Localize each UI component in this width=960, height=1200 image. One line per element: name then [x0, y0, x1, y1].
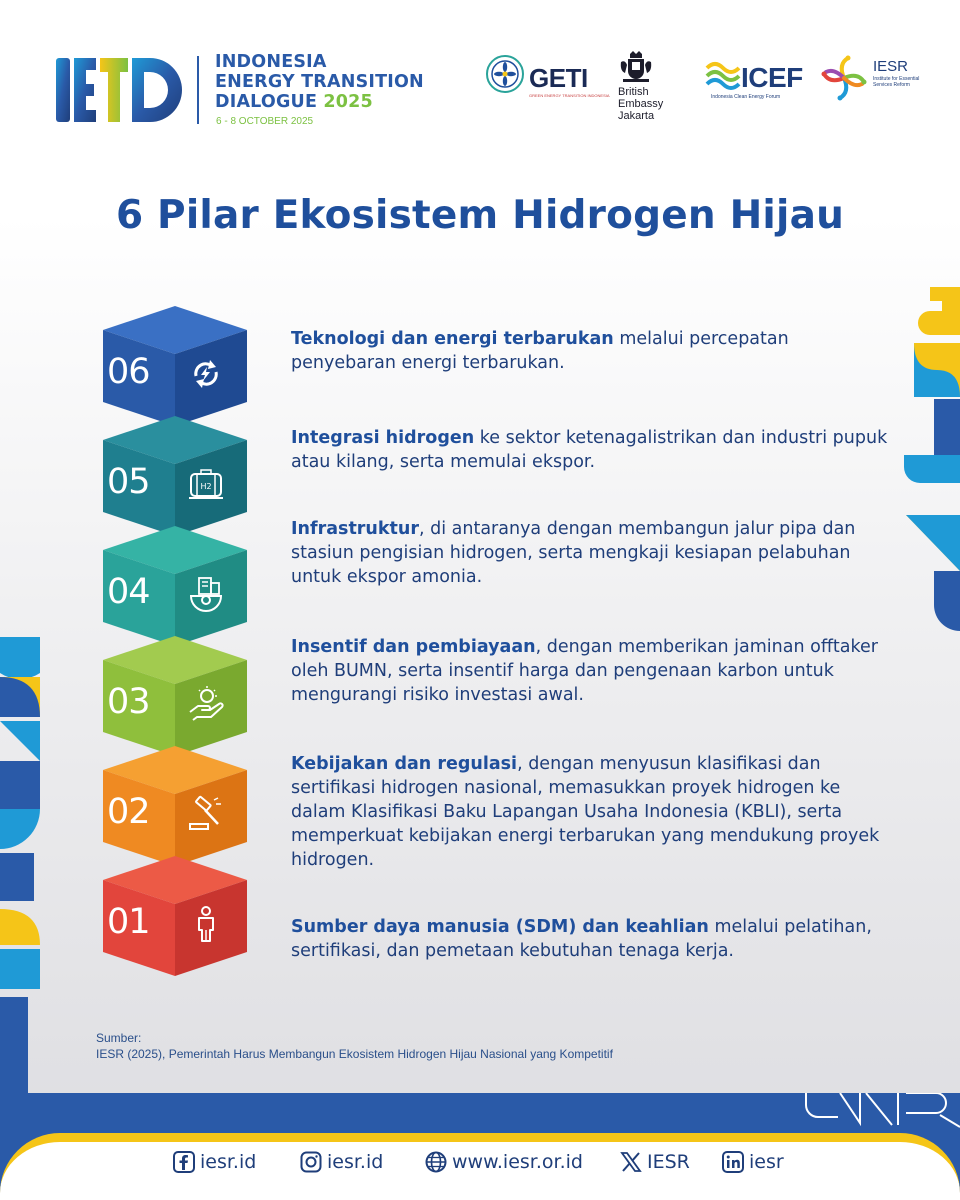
ietd-logo — [56, 56, 188, 124]
event-line-2: ENERGY TRANSITION — [215, 72, 424, 92]
industry-gear-icon — [186, 574, 226, 614]
pillar-lead: Kebijakan dan regulasi — [291, 754, 518, 774]
x-icon — [620, 1151, 642, 1173]
embassy-line-2: Jakarta — [618, 110, 655, 122]
royal-crest-icon — [617, 50, 655, 84]
cube-number: 05 — [107, 462, 150, 502]
gavel-icon — [186, 794, 226, 834]
iesr-logo — [818, 50, 923, 110]
logo-divider — [197, 56, 199, 124]
person-icon — [186, 904, 226, 944]
pillar-lead: Infrastruktur — [291, 519, 419, 539]
pillar-lead: Integrasi hidrogen — [291, 428, 475, 448]
social-facebook[interactable] — [173, 1150, 256, 1174]
pillar-text-05 — [291, 426, 891, 474]
pillar-text-06 — [291, 327, 891, 375]
social-linkedin[interactable] — [722, 1150, 784, 1174]
pillar-text-03 — [291, 635, 891, 707]
icef-text: ICEF — [741, 62, 803, 93]
social-website[interactable] — [425, 1150, 583, 1174]
hand-coin-icon — [186, 684, 226, 724]
pillar-description: melalui pelatihan, sertifikasi, dan pemetaan kebutuhan tenaga kerja. — [291, 917, 872, 961]
renewable-cycle-icon — [186, 354, 226, 394]
cube-number: 04 — [107, 572, 150, 612]
british-embassy-logo — [615, 50, 695, 122]
icef-subtext: Indonesia Clean Energy Forum — [711, 94, 781, 100]
event-line-3 — [215, 92, 435, 112]
source-label: Sumber: — [96, 1031, 142, 1045]
globe-icon — [425, 1151, 447, 1173]
source-citation: IESR (2025), Pemerintah Harus Membangun Ekosistem Hidrogen Hijau Nasional yang Kompetitif — [96, 1047, 613, 1061]
pillar-description: , dengan menyusun klasifikasi dan sertifikasi hidrogen nasional, memasukkan proyek hidrogen ke dalam Klasifikasi Baku Lapangan Usaha Indonesia (KBLI), serta memperkuat kebijakan energi terbarukan yang mendukung proyek hidrogen. — [291, 754, 880, 870]
linkedin-handle: iesr — [749, 1151, 784, 1173]
geti-text: GETI — [529, 63, 588, 93]
icef-logo — [705, 50, 810, 110]
embassy-text — [618, 86, 695, 122]
geti-subtext: GREEN ENERGY TRANSITION INDONESIA — [529, 93, 610, 98]
pillar-lead: Teknologi dan energi terbarukan — [291, 329, 614, 349]
pillar-cube-stack — [95, 300, 255, 1000]
right-decoration — [904, 287, 960, 632]
event-line-1: INDONESIA — [215, 52, 327, 72]
page-title: 6 Pilar Ekosistem Hidrogen Hijau — [115, 193, 845, 238]
social-x[interactable] — [620, 1150, 690, 1174]
cube-number: 01 — [107, 902, 150, 942]
instagram-handle: iesr.id — [327, 1151, 384, 1173]
pillar-text-04 — [291, 517, 891, 589]
cube-number: 03 — [107, 682, 150, 722]
header — [0, 0, 960, 150]
cube-number: 02 — [107, 792, 150, 832]
icef-waves-icon — [705, 60, 741, 92]
social-instagram[interactable] — [300, 1150, 383, 1174]
iesr-subtext: Institute for Essential Services Reform — [873, 76, 920, 88]
event-title — [215, 52, 435, 112]
event-year: 2025 — [323, 92, 373, 112]
pillar-cube-01 — [95, 850, 255, 980]
pillar-description: ke sektor ketenagalistrikan dan industri pupuk atau kilang, serta memulai ekspor. — [291, 428, 888, 472]
x-handle: IESR — [647, 1151, 690, 1173]
geti-emblem-icon — [485, 54, 525, 94]
event-date: 6 - 8 OCTOBER 2025 — [216, 116, 314, 127]
linkedin-icon — [722, 1151, 744, 1173]
iesr-text: IESR — [873, 58, 909, 75]
pillar-description: melalui percepatan penyebaran energi terbarukan. — [291, 329, 789, 373]
svg-text:H2: H2 — [200, 482, 212, 491]
cube-number: 06 — [107, 352, 150, 392]
facebook-handle: iesr.id — [200, 1151, 257, 1173]
left-decoration — [0, 637, 40, 1097]
pillar-text-01 — [291, 915, 891, 963]
iesr-pinwheel-icon — [818, 52, 870, 104]
instagram-icon — [300, 1151, 322, 1173]
pillar-lead: Insentif dan pembiayaan — [291, 637, 536, 657]
hydrogen-tank-icon — [186, 464, 226, 504]
pillar-text-02 — [291, 752, 891, 872]
facebook-icon — [173, 1151, 195, 1173]
pillar-lead: Sumber daya manusia (SDM) dan keahlian — [291, 917, 709, 937]
pillar-description: , di antaranya dengan membangun jalur pipa dan stasiun pengisian hidrogen, serta mengkaji kesiapan pelabuhan untuk ekspor amonia. — [291, 519, 856, 587]
event-line-3-text: DIALOGUE — [215, 92, 318, 112]
geti-logo — [485, 50, 610, 110]
embassy-line-1: British Embassy — [618, 86, 664, 110]
website-url: www.iesr.or.id — [452, 1151, 583, 1173]
pillar-description: , dengan memberikan jaminan offtaker oleh BUMN, serta insentif harga dan pengenaan karbon untuk mengurangi risiko investasi awal. — [291, 637, 878, 705]
